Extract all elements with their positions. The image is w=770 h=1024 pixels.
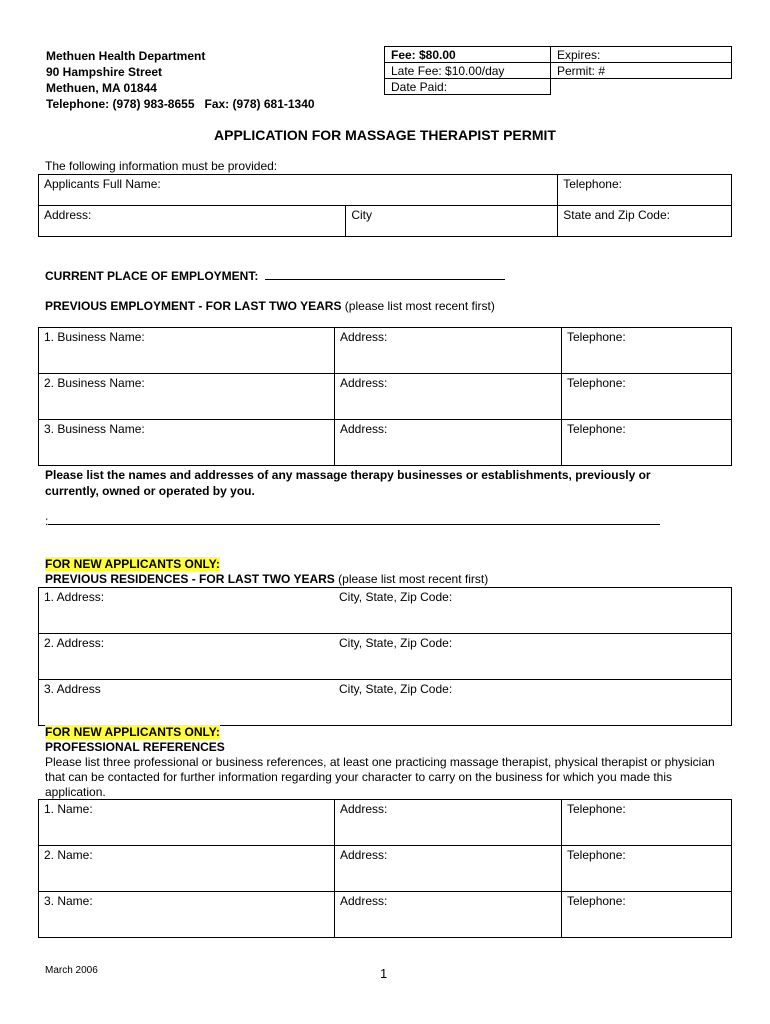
residence-city-field[interactable]: City, State, Zip Code: (334, 680, 732, 726)
references-title: PROFESSIONAL REFERENCES (45, 740, 225, 754)
reference-address-field[interactable]: Address: (335, 892, 562, 938)
reference-telephone-field[interactable]: Telephone: (562, 846, 732, 892)
residences-note: (please list most recent first) (334, 572, 489, 586)
current-employment (45, 269, 505, 283)
residence-address-field[interactable]: 3. Address (39, 680, 335, 726)
business-name-field[interactable]: 3. Business Name: (39, 420, 335, 466)
business-name-field[interactable]: 1. Business Name: (39, 328, 335, 374)
reference-name-field[interactable]: 3. Name: (39, 892, 335, 938)
table-row (39, 892, 732, 938)
business-address-field[interactable]: Address: (335, 420, 562, 466)
applicant-city-field[interactable]: City (346, 206, 558, 237)
permit-number-field[interactable]: Permit: # (551, 63, 732, 79)
residences-table (38, 587, 732, 726)
date-paid-field[interactable]: Date Paid: (385, 79, 551, 95)
department-phone: Telephone: (978) 983-8655 Fax: (978) 681-1340 (46, 97, 315, 111)
applicant-state-zip-field[interactable]: State and Zip Code: (558, 206, 732, 237)
previous-employment-title: PREVIOUS EMPLOYMENT - FOR LAST TWO YEARS (45, 299, 342, 313)
reference-telephone-field[interactable]: Telephone: (562, 892, 732, 938)
reference-name-field[interactable]: 1. Name: (39, 800, 335, 846)
references-header (45, 725, 725, 800)
residences-header (45, 557, 488, 587)
department-city: Methuen, MA 01844 (46, 81, 157, 95)
fee-label: Fee: $80.00 (385, 47, 551, 63)
table-row (39, 588, 732, 634)
page-title: APPLICATION FOR MASSAGE THERAPIST PERMIT (214, 127, 556, 143)
previous-employment-heading (45, 299, 495, 313)
business-telephone-field[interactable]: Telephone: (562, 374, 732, 420)
businesses-line[interactable] (48, 511, 660, 525)
expires-field[interactable]: Expires: (551, 47, 732, 63)
business-address-field[interactable]: Address: (335, 374, 562, 420)
reference-address-field[interactable]: Address: (335, 846, 562, 892)
fee-box (384, 46, 732, 95)
business-telephone-field[interactable]: Telephone: (562, 420, 732, 466)
residences-title: PREVIOUS RESIDENCES - FOR LAST TWO YEARS (45, 572, 335, 586)
table-row (39, 680, 732, 726)
intro-text: The following information must be provided: (45, 159, 278, 173)
applicant-address-field[interactable]: Address: (39, 206, 346, 237)
reference-name-field[interactable]: 2. Name: (39, 846, 335, 892)
footer-date: March 2006 (45, 965, 98, 976)
new-applicants-only-badge: FOR NEW APPLICANTS ONLY: (45, 725, 220, 739)
applicant-full-name-field[interactable]: Applicants Full Name: (39, 175, 558, 206)
businesses-line-prefix: : (45, 514, 49, 528)
current-employment-line[interactable] (265, 269, 505, 280)
residence-address-field[interactable]: 1. Address: (39, 588, 335, 634)
residence-city-field[interactable]: City, State, Zip Code: (334, 588, 732, 634)
applicant-telephone-field[interactable]: Telephone: (558, 175, 732, 206)
business-telephone-field[interactable]: Telephone: (562, 328, 732, 374)
page-number: 1 (380, 966, 388, 981)
previous-employment-table (38, 327, 732, 466)
references-instructions: Please list three professional or business references, at least one practicing massage therapist, physical therapist or physician that can be contacted for further information regarding your character to carry on the business for which you made this application. (45, 755, 715, 799)
department-header (46, 48, 315, 112)
table-row (39, 328, 732, 374)
businesses-prompt: Please list the names and addresses of any massage therapy businesses or establishments, previously or currently, owned or operated by you. (45, 468, 651, 498)
table-row (39, 846, 732, 892)
business-address-field[interactable]: Address: (335, 328, 562, 374)
previous-employment-note: (please list most recent first) (341, 299, 495, 313)
reference-telephone-field[interactable]: Telephone: (562, 800, 732, 846)
department-street: 90 Hampshire Street (46, 65, 163, 79)
reference-address-field[interactable]: Address: (335, 800, 562, 846)
department-name: Methuen Health Department (46, 49, 206, 63)
applicant-table (38, 174, 732, 237)
business-name-field[interactable]: 2. Business Name: (39, 374, 335, 420)
references-table (38, 799, 732, 938)
table-row (39, 374, 732, 420)
table-row (39, 420, 732, 466)
table-row (39, 634, 732, 680)
table-row (39, 800, 732, 846)
late-fee-label: Late Fee: $10.00/day (385, 63, 551, 79)
residence-city-field[interactable]: City, State, Zip Code: (334, 634, 732, 680)
current-employment-label: CURRENT PLACE OF EMPLOYMENT: (45, 269, 259, 283)
residence-address-field[interactable]: 2. Address: (39, 634, 335, 680)
fee-box-empty (551, 79, 732, 95)
businesses-line-row (45, 511, 660, 528)
new-applicants-only-badge: FOR NEW APPLICANTS ONLY: (45, 557, 220, 571)
